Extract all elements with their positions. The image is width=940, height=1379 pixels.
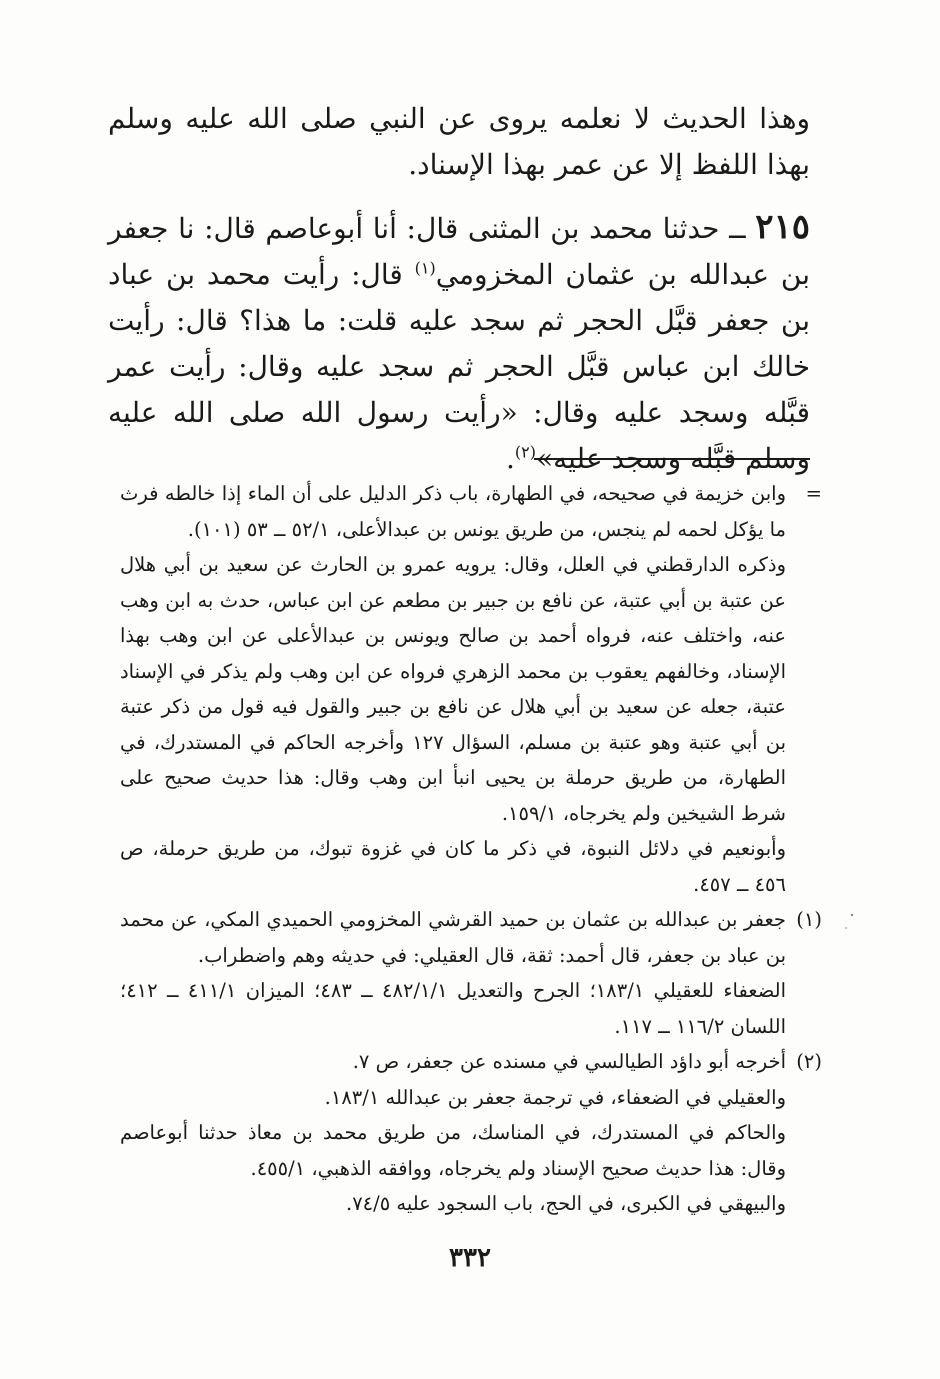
footnotes-section	[120, 476, 822, 1222]
paragraph: وهذا الحديث لا نعلمه يروى عن النبي صلى الله عليه وسلم بهذا اللفظ إلا عن عمر بهذا الإسناد.	[108, 102, 810, 181]
page-number: ٣٣٢	[449, 1243, 491, 1273]
footnote-line: جعفر بن عبدالله بن عثمان بن حميد القرشي المخزومي الحميدي المكي، عن محمد بن عباد بن جعفر، قال أحمد: ثقة، قال العقيلي: في حديثه وهم واضطراب.	[120, 908, 786, 967]
footnote-continued	[120, 476, 822, 902]
hadith-text: قال: رأيت محمد بن عباد بن جعفر قبَّل الحجر ثم سجد عليه قلت: ما هذا؟ قال: رأيت خالك ابن عباس قبَّل الحجر ثم سجد عليه وقال: رأيت عمر قبَّله وسجد عليه وقال: «رأيت رسول الله صلى الله عليه وسلم قبَّله وسجد عليه»	[108, 258, 810, 475]
hadith-number: ٢١٥	[755, 207, 810, 247]
footnote-marker: (١)	[796, 908, 822, 931]
footnote-marker: (٢)	[796, 1050, 822, 1073]
footnote-line: وذكره الدارقطني في العلل، وقال: يرويه عمرو بن الحارث عن سعيد بن أبي هلال عن عتبة بن أبي عتبة، عن نافع بن جبير بن مطعم عن ابن عباس، حدث به ابن وهب عنه، واختلف عنه، فرواه أحمد بن صالح ويونس بن عبدالأعلى عن ابن وهب بهذا الإسناد، وخالفهم يعقوب بن محمد الزهري فرواه عن ابن وهب ولم يذكر في الإسناد عتبة، جعله عن سعيد بن أبي هلال عن نافع بن جبير والقول فيه قول من ذكر عتبة بن أبي عتبة وهو عتبة بن مسلم، السؤال ١٢٧ وأخرجه الحاكم في المستدرك، في الطهارة، من طريق حرملة بن يحيى انبأ ابن وهب وقال: هذا حديث صحيح على شرط الشيخين ولم يخرجاه، ١٥٩/١.	[120, 553, 786, 825]
footnote-divider	[534, 458, 810, 460]
footnote-2	[120, 1044, 822, 1222]
footnote-reference: (١)	[414, 258, 436, 278]
hadith-text: .	[505, 442, 515, 475]
footnote-line: والحاكم في المستدرك، في المناسك، من طريق محمد بن معاذ حدثنا أبوعاصم وقال: هذا حديث صحيح الإسناد ولم يخرجاه، ووافقه الذهبي، ٤٥٥/١.	[120, 1121, 786, 1180]
footnote-1	[120, 902, 822, 1044]
footnote-line: الضعفاء للعقيلي ١٨٣/١؛ الجرح والتعديل ٤٨٢/١/١ ــ ٤٨٣؛ الميزان ٤١١/١ ــ ٤١٢؛ اللسان ١١٦/٢ ــ ١١٧.	[120, 979, 786, 1038]
footnote-line: والبيهقي في الكبرى، في الحج، باب السجود عليه ٧٤/٥.	[345, 1192, 786, 1215]
footnote-line: أخرجه أبو داؤد الطيالسي في مسنده عن جعفر، ص ٧.	[352, 1050, 786, 1073]
footnote-line: وابن خزيمة في صحيحه، في الطهارة، باب ذكر الدليل على أن الماء إذا خالطه فرث ما يؤكل لحمه لم ينجس، من طريق يونس بن عبدالأعلى، ٥٢/١ ــ ٥٣ (١٠١).	[120, 482, 786, 541]
footnote-line: وأبونعيم في دلائل النبوة، في ذكر ما كان في غزوة تبوك، من طريق حرملة، ص ٤٥٦ ــ ٤٥٧.	[120, 837, 786, 896]
footnote-marker: =	[805, 482, 822, 505]
footnote-line: والعقيلي في الضعفاء، في ترجمة جعفر بن عبدالله ١٨٣/١.	[324, 1085, 786, 1109]
footnote-reference: (٢)	[514, 442, 536, 462]
hadith-paragraph	[108, 204, 810, 482]
hadith-text: ــ حدثنا محمد بن المثنى قال: أنا أبوعاصم قال: نا جعفر بن عبدالله بن عثمان المخزومي	[108, 212, 810, 291]
main-text	[108, 96, 810, 482]
